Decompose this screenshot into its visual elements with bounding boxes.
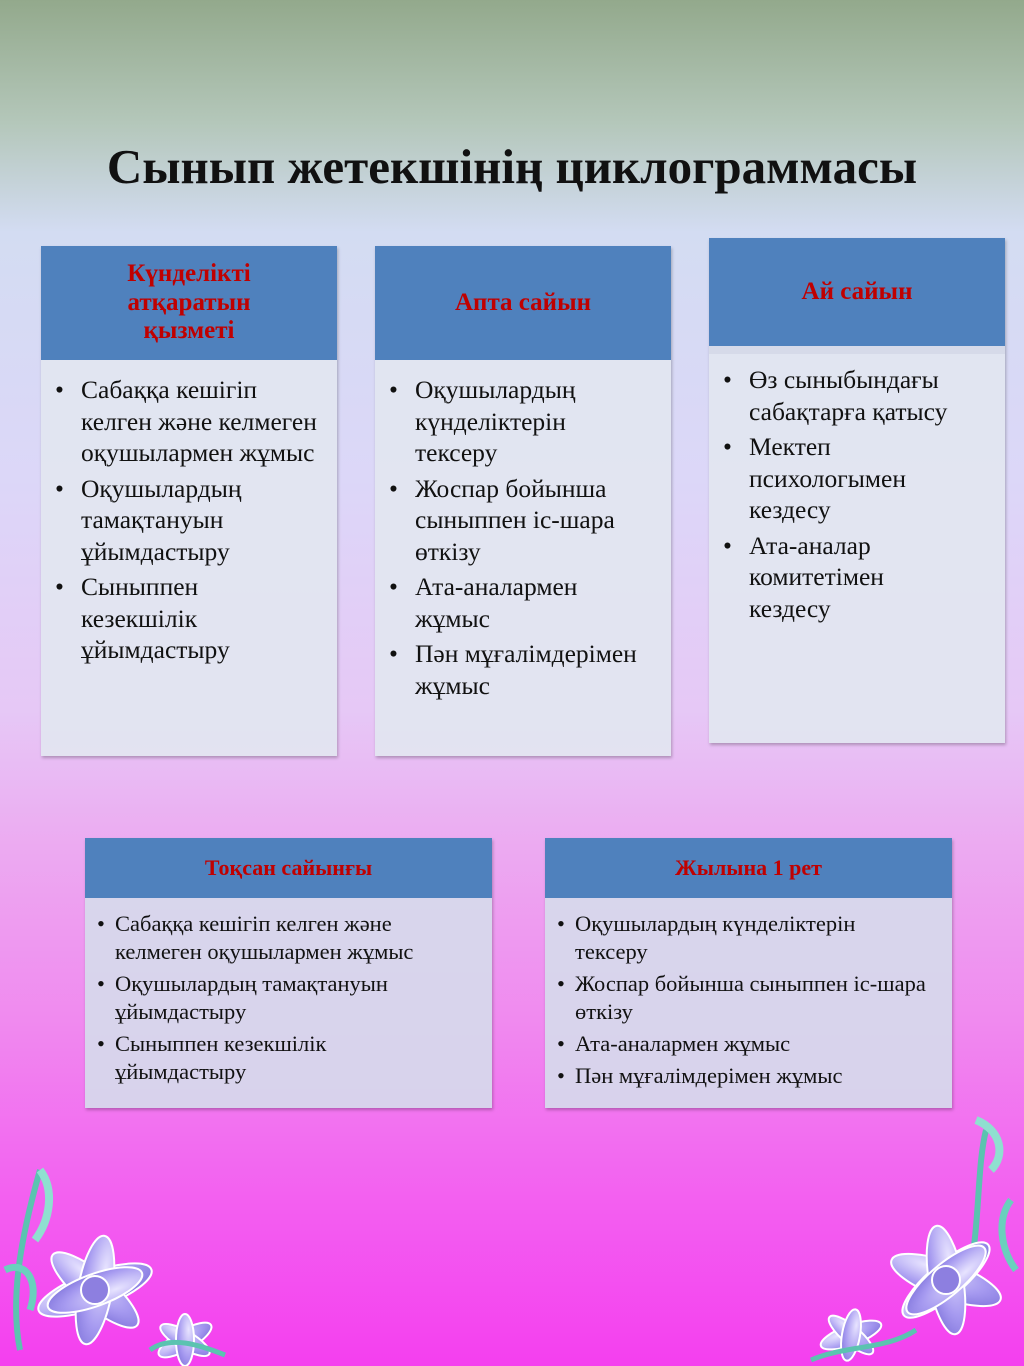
list-item: • Оқушылардың күнделіктерін тексеру (545, 910, 952, 966)
card-monthly (709, 238, 1005, 743)
list-item: • Оқушылардың тамақтануын ұйымдастыру (85, 970, 492, 1026)
page-title: Сынып жетекшінің циклограммасы (106, 139, 918, 194)
card-monthly-body (709, 346, 1005, 743)
lily-flower-left-icon (0, 1150, 230, 1366)
card-daily-header: Күнделікті атқаратын қызметі (41, 246, 337, 360)
card-quarterly (85, 838, 492, 1108)
card-monthly-header: Ай сайын (709, 238, 1005, 346)
list-item: • Сыныппен кезекшілік ұйымдастыру (85, 1030, 492, 1086)
list-item: • Сабаққа кешігіп келген және келмеген оқушылармен жұмыс (85, 910, 492, 966)
list-item: • Жоспар бойынша сыныппен іс-шара өткізу (375, 473, 671, 568)
card-quarterly-body (85, 898, 492, 1108)
list-item: • Ата-аналармен жұмыс (545, 1030, 952, 1058)
card-weekly-header: Апта сайын (375, 246, 671, 360)
card-quarterly-header: Тоқсан сайынғы (85, 838, 492, 898)
list-item: • Жоспар бойынша сыныппен іс-шара өткізу (545, 970, 952, 1026)
list-item: • Өз сыныбындағы сабақтарға қатысу (709, 364, 1005, 427)
card-yearly-body (545, 898, 952, 1108)
list-item: • Сыныппен кезекшілік ұйымдастыру (41, 571, 337, 666)
card-yearly-list (545, 910, 952, 1090)
card-yearly-header: Жылына 1 рет (545, 838, 952, 898)
lily-flower-right-icon (806, 1110, 1024, 1366)
card-daily-list (41, 374, 337, 666)
card-weekly-body (375, 360, 671, 756)
list-item: • Мектеп психологымен кездесу (709, 431, 1005, 526)
card-daily-body (41, 360, 337, 756)
list-item: • Пән мұғалімдерімен жұмыс (375, 638, 671, 701)
card-quarterly-list (85, 910, 492, 1086)
list-item: • Оқушылардың күнделіктерін тексеру (375, 374, 671, 469)
card-weekly (375, 246, 671, 756)
list-item: • Оқушылардың тамақтануын ұйымдастыру (41, 473, 337, 568)
card-monthly-list (709, 364, 1005, 624)
list-item: • Ата-аналармен жұмыс (375, 571, 671, 634)
card-yearly (545, 838, 952, 1108)
list-item: • Пән мұғалімдерімен жұмыс (545, 1062, 952, 1090)
card-weekly-list (375, 374, 671, 701)
list-item: • Ата-аналар комитетімен кездесу (709, 530, 1005, 625)
list-item: • Сабаққа кешігіп келген және келмеген оқушылармен жұмыс (41, 374, 337, 469)
card-daily (41, 246, 337, 756)
